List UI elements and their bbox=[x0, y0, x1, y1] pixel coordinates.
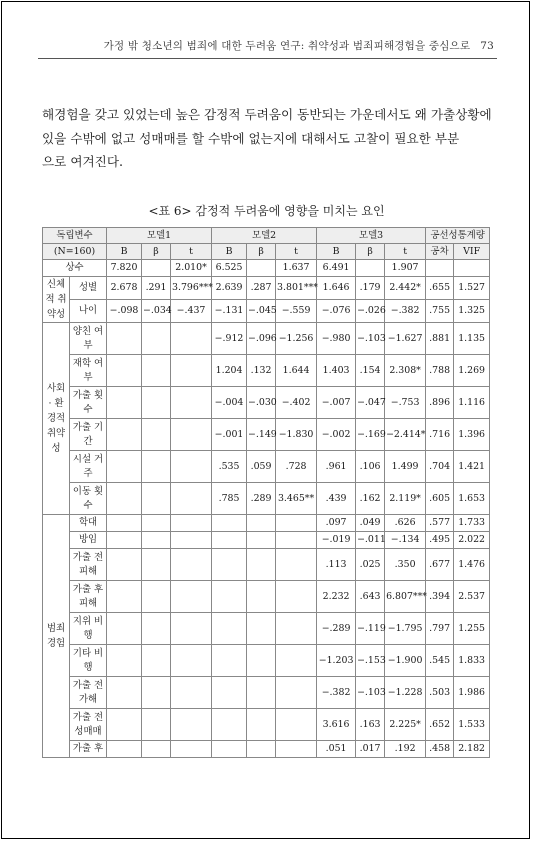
cell bbox=[171, 515, 212, 532]
cell: −1.830 bbox=[276, 419, 317, 451]
table-row bbox=[43, 709, 490, 741]
cell bbox=[171, 387, 212, 419]
cell: −.011 bbox=[356, 532, 385, 549]
variable-name: 성별 bbox=[70, 277, 107, 300]
cell bbox=[171, 451, 212, 483]
cell: 6.525 bbox=[212, 260, 247, 277]
cell: 1.907 bbox=[385, 260, 426, 277]
cell bbox=[212, 645, 247, 677]
cell bbox=[171, 581, 212, 613]
cell bbox=[142, 451, 171, 483]
cell: .755 bbox=[426, 300, 454, 323]
cell: .162 bbox=[356, 483, 385, 515]
cell bbox=[247, 709, 276, 741]
cell: 1.396 bbox=[454, 419, 490, 451]
cell: .439 bbox=[317, 483, 356, 515]
cell: .677 bbox=[426, 549, 454, 581]
cell: .728 bbox=[276, 451, 317, 483]
cell: .626 bbox=[385, 515, 426, 532]
header-t: t bbox=[171, 244, 212, 260]
cell: −.034 bbox=[142, 300, 171, 323]
group-label-social: 사회 · 환경적 취약성 bbox=[43, 323, 70, 515]
cell: .051 bbox=[317, 741, 356, 758]
cell: 1.646 bbox=[317, 277, 356, 300]
cell: .655 bbox=[426, 277, 454, 300]
cell: −2.414* bbox=[385, 419, 426, 451]
cell: −.153 bbox=[356, 645, 385, 677]
cell bbox=[247, 260, 276, 277]
table-row bbox=[43, 581, 490, 613]
cell: .785 bbox=[212, 483, 247, 515]
cell: −.131 bbox=[212, 300, 247, 323]
cell bbox=[247, 613, 276, 645]
cell bbox=[142, 532, 171, 549]
cell: 2.537 bbox=[454, 581, 490, 613]
group-label-crime: 범죄 경험 bbox=[43, 515, 70, 758]
table-row bbox=[43, 645, 490, 677]
cell: 1.833 bbox=[454, 645, 490, 677]
cell: .652 bbox=[426, 709, 454, 741]
variable-name: 시설 거주 bbox=[70, 451, 107, 483]
table-caption-text: <표 6> 감정적 두려움에 영향을 미치는 요인 bbox=[148, 204, 385, 218]
cell: 7.820 bbox=[107, 260, 142, 277]
cell: .179 bbox=[356, 277, 385, 300]
cell: 3.465** bbox=[276, 483, 317, 515]
header-t: t bbox=[385, 244, 426, 260]
table-row bbox=[43, 549, 490, 581]
cell: 2.022 bbox=[454, 532, 490, 549]
cell: 3.616 bbox=[317, 709, 356, 741]
cell: 6.491 bbox=[317, 260, 356, 277]
header-t: t bbox=[276, 244, 317, 260]
cell: .961 bbox=[317, 451, 356, 483]
variable-name: 기타 비행 bbox=[70, 645, 107, 677]
cell: 3.801*** bbox=[276, 277, 317, 300]
cell bbox=[107, 709, 142, 741]
cell: .535 bbox=[212, 451, 247, 483]
cell: .287 bbox=[247, 277, 276, 300]
group-label-physical: 신체적 취약성 bbox=[43, 277, 70, 323]
cell bbox=[142, 645, 171, 677]
cell: 1.204 bbox=[212, 355, 247, 387]
cell bbox=[276, 532, 317, 549]
table-row bbox=[43, 419, 490, 451]
cell bbox=[142, 515, 171, 532]
body-line: 해경험을 갖고 있었는데 높은 감정적 두려움이 동반되는 가운데서도 왜 가출상황에 bbox=[42, 107, 492, 122]
cell: −.437 bbox=[171, 300, 212, 323]
variable-name: 가출 기간 bbox=[70, 419, 107, 451]
variable-name: 양친 여부 bbox=[70, 323, 107, 355]
cell bbox=[171, 709, 212, 741]
cell: −1.795 bbox=[385, 613, 426, 645]
cell bbox=[107, 515, 142, 532]
header-rule bbox=[38, 58, 497, 59]
cell bbox=[247, 515, 276, 532]
cell: −.753 bbox=[385, 387, 426, 419]
header-beta: β bbox=[142, 244, 171, 260]
cell: 1.269 bbox=[454, 355, 490, 387]
cell bbox=[107, 419, 142, 451]
variable-name: 가출 후 bbox=[70, 741, 107, 758]
cell: −.030 bbox=[247, 387, 276, 419]
variable-name: 방임 bbox=[70, 532, 107, 549]
cell bbox=[171, 419, 212, 451]
cell: 1.421 bbox=[454, 451, 490, 483]
cell: 2.232 bbox=[317, 581, 356, 613]
cell: .025 bbox=[356, 549, 385, 581]
variable-name: 학대 bbox=[70, 515, 107, 532]
cell: −.382 bbox=[317, 677, 356, 709]
running-header bbox=[0, 38, 494, 53]
cell bbox=[276, 645, 317, 677]
cell bbox=[142, 741, 171, 758]
header-b: B bbox=[317, 244, 356, 260]
cell: −1.900 bbox=[385, 645, 426, 677]
cell: 1.255 bbox=[454, 613, 490, 645]
cell: −.559 bbox=[276, 300, 317, 323]
header-model3: 모델3 bbox=[317, 228, 426, 244]
variable-name: 지위 비행 bbox=[70, 613, 107, 645]
variable-name: 가출 전 피해 bbox=[70, 549, 107, 581]
cell bbox=[107, 549, 142, 581]
cell bbox=[171, 323, 212, 355]
cell: −.007 bbox=[317, 387, 356, 419]
cell: 1.986 bbox=[454, 677, 490, 709]
cell: 1.733 bbox=[454, 515, 490, 532]
cell: .289 bbox=[247, 483, 276, 515]
cell bbox=[107, 741, 142, 758]
cell: −.098 bbox=[107, 300, 142, 323]
table-row bbox=[43, 515, 490, 532]
cell: .605 bbox=[426, 483, 454, 515]
cell: .163 bbox=[356, 709, 385, 741]
cell bbox=[212, 677, 247, 709]
variable-name: 가출 전 가해 bbox=[70, 677, 107, 709]
cell: .643 bbox=[356, 581, 385, 613]
table-row bbox=[43, 677, 490, 709]
cell: 6.807*** bbox=[385, 581, 426, 613]
cell: .704 bbox=[426, 451, 454, 483]
cell: −.096 bbox=[247, 323, 276, 355]
cell bbox=[212, 581, 247, 613]
cell bbox=[247, 741, 276, 758]
cell bbox=[171, 549, 212, 581]
cell: .132 bbox=[247, 355, 276, 387]
cell: .350 bbox=[385, 549, 426, 581]
cell bbox=[107, 451, 142, 483]
cell bbox=[142, 549, 171, 581]
cell: −.001 bbox=[212, 419, 247, 451]
variable-name: 이동 횟수 bbox=[70, 483, 107, 515]
cell: 1.135 bbox=[454, 323, 490, 355]
cell bbox=[247, 645, 276, 677]
header-b: B bbox=[107, 244, 142, 260]
cell bbox=[107, 387, 142, 419]
variable-name: 가출 전 성매매 bbox=[70, 709, 107, 741]
body-paragraph bbox=[42, 103, 497, 174]
cell bbox=[247, 677, 276, 709]
header-beta: β bbox=[247, 244, 276, 260]
cell: −.026 bbox=[356, 300, 385, 323]
variable-name: 가출 후 피해 bbox=[70, 581, 107, 613]
cell bbox=[107, 355, 142, 387]
cell: .106 bbox=[356, 451, 385, 483]
cell bbox=[107, 323, 142, 355]
cell: .716 bbox=[426, 419, 454, 451]
header-collinearity: 공선성통계량 bbox=[426, 228, 490, 244]
cell: −1.627 bbox=[385, 323, 426, 355]
cell: .394 bbox=[426, 581, 454, 613]
cell bbox=[142, 419, 171, 451]
cell bbox=[426, 260, 454, 277]
table-row bbox=[43, 532, 490, 549]
cell: .059 bbox=[247, 451, 276, 483]
cell: 2.678 bbox=[107, 277, 142, 300]
header-tolerance: 공차 bbox=[426, 244, 454, 260]
cell: −.047 bbox=[356, 387, 385, 419]
cell: 1.644 bbox=[276, 355, 317, 387]
page-number: 73 bbox=[480, 40, 494, 52]
cell: −.912 bbox=[212, 323, 247, 355]
cell: −1.228 bbox=[385, 677, 426, 709]
cell: −.119 bbox=[356, 613, 385, 645]
running-header-title: 가정 밖 청소년의 범죄에 대한 두려움 연구: 취약성과 범죄피해경험을 중심으로 bbox=[103, 40, 471, 52]
cell: .154 bbox=[356, 355, 385, 387]
header-model2: 모델2 bbox=[212, 228, 317, 244]
body-line: 으로 여겨진다. bbox=[42, 154, 123, 169]
cell bbox=[171, 613, 212, 645]
variable-name: 재학 여부 bbox=[70, 355, 107, 387]
cell bbox=[247, 581, 276, 613]
cell: −1.256 bbox=[276, 323, 317, 355]
cell bbox=[142, 677, 171, 709]
cell: 1.527 bbox=[454, 277, 490, 300]
cell bbox=[107, 645, 142, 677]
header-model1: 모델1 bbox=[107, 228, 212, 244]
table-row-constant bbox=[43, 260, 490, 277]
cell: 1.403 bbox=[317, 355, 356, 387]
table-row bbox=[43, 613, 490, 645]
header-vif: VIF bbox=[454, 244, 490, 260]
cell: .017 bbox=[356, 741, 385, 758]
body-line: 있을 수밖에 없고 성매매를 할 수밖에 없는지에 대해서도 고찰이 필요한 부분 bbox=[42, 130, 460, 146]
cell bbox=[107, 581, 142, 613]
cell: −1.203 bbox=[317, 645, 356, 677]
table-row bbox=[43, 277, 490, 300]
cell: 1.637 bbox=[276, 260, 317, 277]
cell bbox=[171, 355, 212, 387]
cell: 2.182 bbox=[454, 741, 490, 758]
header-n: (N=160) bbox=[43, 244, 107, 260]
cell bbox=[247, 532, 276, 549]
cell: .458 bbox=[426, 741, 454, 758]
table-row bbox=[43, 300, 490, 323]
cell bbox=[276, 709, 317, 741]
cell bbox=[107, 532, 142, 549]
cell: −.103 bbox=[356, 323, 385, 355]
cell bbox=[212, 709, 247, 741]
cell bbox=[171, 741, 212, 758]
cell bbox=[142, 323, 171, 355]
cell bbox=[142, 355, 171, 387]
cell: −.002 bbox=[317, 419, 356, 451]
cell bbox=[212, 741, 247, 758]
table-row bbox=[43, 483, 490, 515]
table-caption bbox=[0, 202, 533, 219]
cell: −.382 bbox=[385, 300, 426, 323]
cell: 2.119* bbox=[385, 483, 426, 515]
cell: .495 bbox=[426, 532, 454, 549]
cell: −.169 bbox=[356, 419, 385, 451]
cell bbox=[276, 549, 317, 581]
cell: −.004 bbox=[212, 387, 247, 419]
cell: −.289 bbox=[317, 613, 356, 645]
cell bbox=[276, 515, 317, 532]
cell bbox=[247, 549, 276, 581]
cell: −.076 bbox=[317, 300, 356, 323]
cell: .881 bbox=[426, 323, 454, 355]
cell: 1.499 bbox=[385, 451, 426, 483]
table-row bbox=[43, 355, 490, 387]
cell: .545 bbox=[426, 645, 454, 677]
cell: .503 bbox=[426, 677, 454, 709]
cell bbox=[171, 532, 212, 549]
cell bbox=[276, 677, 317, 709]
cell: 1.476 bbox=[454, 549, 490, 581]
cell: .049 bbox=[356, 515, 385, 532]
cell: −.149 bbox=[247, 419, 276, 451]
cell bbox=[142, 483, 171, 515]
cell: 2.639 bbox=[212, 277, 247, 300]
cell: −.980 bbox=[317, 323, 356, 355]
cell bbox=[171, 645, 212, 677]
cell: −.402 bbox=[276, 387, 317, 419]
cell: 2.308* bbox=[385, 355, 426, 387]
cell: 1.325 bbox=[454, 300, 490, 323]
cell bbox=[356, 260, 385, 277]
cell bbox=[276, 741, 317, 758]
cell: 1.116 bbox=[454, 387, 490, 419]
cell bbox=[142, 387, 171, 419]
header-indep-var: 독립변수 bbox=[43, 228, 107, 244]
header-beta: β bbox=[356, 244, 385, 260]
cell bbox=[142, 613, 171, 645]
cell bbox=[276, 613, 317, 645]
cell bbox=[212, 549, 247, 581]
cell bbox=[107, 613, 142, 645]
table-row bbox=[43, 387, 490, 419]
cell: 2.442* bbox=[385, 277, 426, 300]
table-row bbox=[43, 741, 490, 758]
cell: 2.010* bbox=[171, 260, 212, 277]
cell bbox=[276, 581, 317, 613]
cell: .577 bbox=[426, 515, 454, 532]
cell bbox=[212, 515, 247, 532]
cell bbox=[212, 613, 247, 645]
cell bbox=[454, 260, 490, 277]
cell: −.134 bbox=[385, 532, 426, 549]
results-table bbox=[42, 227, 490, 758]
cell bbox=[212, 532, 247, 549]
cell: .788 bbox=[426, 355, 454, 387]
table-row bbox=[43, 323, 490, 355]
cell bbox=[142, 581, 171, 613]
cell: .797 bbox=[426, 613, 454, 645]
cell: 2.225* bbox=[385, 709, 426, 741]
cell: .113 bbox=[317, 549, 356, 581]
cell bbox=[142, 709, 171, 741]
cell bbox=[107, 677, 142, 709]
table-row bbox=[43, 451, 490, 483]
cell: −.045 bbox=[247, 300, 276, 323]
cell: .291 bbox=[142, 277, 171, 300]
cell: 1.653 bbox=[454, 483, 490, 515]
variable-name: 가출 횟수 bbox=[70, 387, 107, 419]
cell: .896 bbox=[426, 387, 454, 419]
variable-name: 나이 bbox=[70, 300, 107, 323]
header-b: B bbox=[212, 244, 247, 260]
cell: .097 bbox=[317, 515, 356, 532]
cell bbox=[171, 483, 212, 515]
cell: −.019 bbox=[317, 532, 356, 549]
cell bbox=[142, 260, 171, 277]
cell: .192 bbox=[385, 741, 426, 758]
cell: 3.796*** bbox=[171, 277, 212, 300]
cell bbox=[107, 483, 142, 515]
cell: 1.533 bbox=[454, 709, 490, 741]
cell bbox=[171, 677, 212, 709]
constant-label: 상수 bbox=[43, 260, 107, 277]
cell: −.103 bbox=[356, 677, 385, 709]
